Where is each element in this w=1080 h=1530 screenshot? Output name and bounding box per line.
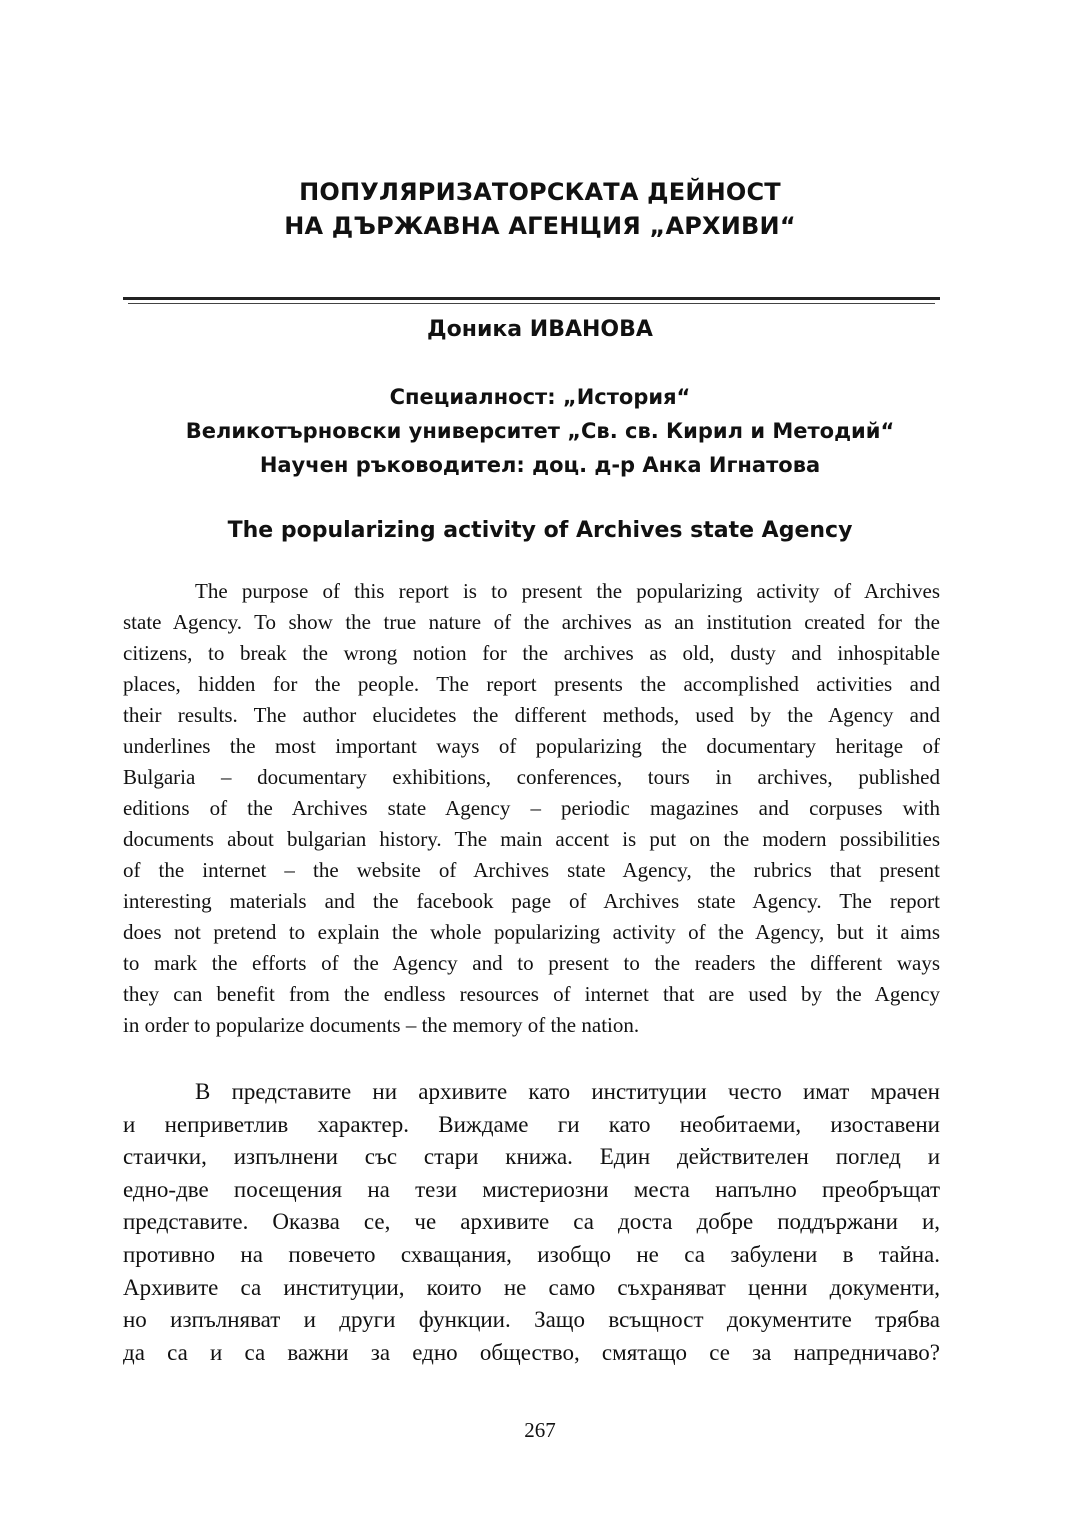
body-paragraph	[123, 1076, 940, 1369]
abstract-line: state Agency. To show the true nature of the archives as an institution created for the	[123, 610, 940, 634]
article-title-line-2: НА ДЪРЖАВНА АГЕНЦИЯ „АРХИВИ“	[284, 212, 796, 240]
abstract-line: to mark the efforts of the Agency and to present to the readers the different ways	[123, 951, 940, 975]
body-line: но изпълняват и други функции. Защо всъщност документите трябва	[123, 1307, 940, 1333]
body-line: Архивите са институции, които не само съхраняват ценни документи,	[123, 1274, 940, 1300]
body-line: едно-две посещения на тези мистериозни места напълно преобръщат	[123, 1176, 940, 1202]
abstract-line: interesting materials and the facebook page of Archives state Agency. The report	[123, 889, 940, 913]
body-line: В представите ни архивите като институции често имат мрачен	[195, 1079, 940, 1104]
page-number: 267	[524, 1418, 556, 1442]
abstract-line: documents about bulgarian history. The main accent is put on the modern possibilities	[123, 827, 940, 851]
abstract-line: their results. The author elucidetes the different methods, used by the Agency and	[123, 703, 940, 727]
title-divider-thin	[128, 303, 935, 304]
author-affiliation	[0, 380, 1080, 482]
abstract-line: in order to popularize documents – the memory of the nation.	[123, 1013, 640, 1037]
body-line: и неприветлив характер. Виждаме ги като необитаеми, изоставени	[123, 1111, 940, 1137]
abstract-line: underlines the most important ways of popularizing the documentary heritage of	[123, 734, 940, 758]
title-divider-thick	[123, 297, 940, 300]
article-title	[0, 175, 1080, 243]
body-line: противно на повечето схващания, изобщо не са забулени в тайна.	[123, 1241, 940, 1267]
article-title-line-1: ПОПУЛЯРИЗАТОРСКАТА ДЕЙНОСТ	[299, 178, 781, 206]
abstract-line: Bulgaria – documentary exhibitions, conferences, tours in archives, published	[123, 765, 940, 789]
university-line: Великотърновски университет „Св. св. Кирил и Методий“	[185, 419, 895, 443]
english-title: The popularizing activity of Archives state Agency	[227, 518, 853, 543]
body-line: стаички, изпълнени със стари книжа. Един действителен поглед и	[123, 1144, 940, 1170]
body-line: представите. Оказва се, че архивите са доста добре поддържани и,	[123, 1209, 940, 1235]
abstract-line: citizens, to break the wrong notion for the archives as old, dusty and inhospitable	[123, 641, 940, 665]
supervisor-line: Научен ръководител: доц. д-р Анка Игнатова	[259, 453, 821, 477]
abstract-line: editions of the Archives state Agency – periodic magazines and corpuses with	[123, 796, 940, 820]
author-name: Доника ИВАНОВА	[427, 317, 653, 342]
abstract	[123, 576, 940, 1041]
abstract-line: of the internet – the website of Archives state Agency, the rubrics that present	[123, 858, 940, 882]
specialty-line: Специалност: „История“	[389, 385, 691, 409]
abstract-line: they can benefit from the endless resources of internet that are used by the Agency	[123, 982, 940, 1006]
body-line: да са и са важни за едно общество, смятащо се за напредничаво?	[123, 1339, 940, 1365]
abstract-line: does not pretend to explain the whole popularizing activity of the Agency, but it aims	[123, 920, 940, 944]
abstract-line: The purpose of this report is to present the popularizing activity of Archives	[195, 579, 940, 603]
abstract-line: places, hidden for the people. The report presents the accomplished activities and	[123, 672, 940, 696]
